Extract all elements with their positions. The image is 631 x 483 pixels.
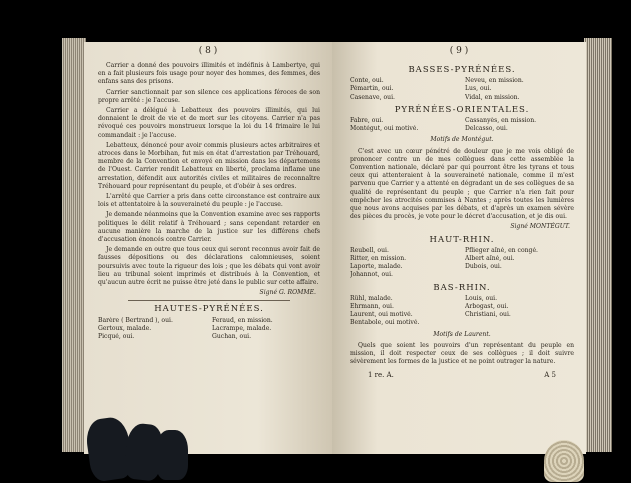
paragraph: Quels que soient les pouvoirs d'un représentant du peuple en mission, il doit respecter ceux de ses collègues ; il doit suivre sévèrement les formes de la justice et ne point outrager la nature.	[350, 341, 574, 366]
section-heading: BASSES-PYRÉNÉES.	[408, 65, 516, 75]
vote-entry: Gertoux, malade.	[98, 324, 152, 332]
vote-entry: Lacrampe, malade.	[212, 324, 272, 332]
vote-entry: Ehrmann, oui.	[350, 303, 394, 311]
page-footer	[350, 371, 574, 379]
vote-entry: Guchan, oui.	[212, 333, 252, 341]
vote-list	[350, 117, 574, 133]
left-page-number: ( 8 )	[198, 46, 218, 56]
right-page-edges	[584, 38, 612, 452]
vote-entry: Dubois, oui.	[465, 263, 502, 271]
textured-glove	[544, 440, 584, 482]
vote-entry: Cassanyès, en mission.	[465, 117, 537, 125]
motifs-heading: Motifs de Laurent.	[433, 330, 491, 338]
paragraph: Carrier sanctionnait par son silence ces applications féroces de son propre arrêté : je l'accuse.	[98, 88, 320, 104]
vote-entry: Albert aîné, oui.	[465, 255, 515, 263]
signature-mark: A 5	[544, 370, 556, 379]
vote-list	[350, 295, 574, 328]
vote-entry: Barère ( Bertrand ), oui.	[98, 316, 173, 324]
vote-entry: Picqué, oui.	[98, 333, 135, 341]
vote-entry: Feraud, en mission.	[212, 316, 273, 324]
section-heading: HAUTES-PYRÉNÉES.	[154, 304, 264, 315]
right-page-content	[350, 62, 574, 379]
paragraph: L'arrêté que Carrier a pris dans cette circonstance est contraire aux lois et attentatoire à la souveraineté du peuple : je l'accuse.	[98, 193, 320, 209]
vote-entry: Christiani, oui.	[465, 311, 511, 319]
vote-entry: Conte, oui.	[350, 77, 384, 85]
section-heading: HAUT-RHIN.	[429, 234, 495, 245]
vote-entry: Casenave, oui.	[350, 93, 395, 101]
vote-entry: Reubell, oui.	[350, 246, 389, 254]
vote-entry: Vidal, en mission.	[465, 93, 520, 101]
vote-entry: Johannot, oui.	[350, 271, 393, 279]
vote-entry: Bentabole, oui motivé.	[350, 319, 420, 327]
section-heading: BAS-RHIN.	[433, 282, 491, 293]
vote-entry: Montégut, oui motivé.	[350, 125, 419, 133]
paragraph: Carrier a délégué à Lebatteux des pouvoirs illimités, qui lui donnaient le droit de vie et de mort sur les citoyens. Carrier n'a pas révoqué ces pouvoirs monstrueux lorsque la loi du 14 frimaire le lui commandait : je l'accuse.	[98, 107, 320, 139]
vote-list	[350, 77, 574, 102]
right-page	[332, 42, 586, 454]
left-page-edges	[62, 38, 86, 452]
section-heading: PYRÉNÉES-ORIENTALES.	[394, 104, 530, 115]
paragraph: Je demande en outre que tous ceux qui seront reconnus avoir fait de fausses dépositions ou des déclarations calomnieuses, soient poursuivis avec toute la rigueur des lois ; que les débats qui vont avoir lieu au tribunal soient imprimés et distribués à la Convention, et qu'aucun autre écrit ne puisse être jeté dans le public sur cette affaire.	[98, 246, 320, 287]
vote-list	[98, 317, 320, 342]
signature-mark: 1 re. A.	[368, 370, 394, 379]
signature: Signé MONTÉGUT.	[510, 223, 570, 231]
divider	[128, 300, 290, 301]
left-page	[84, 42, 332, 454]
vote-entry: Louis, oui.	[465, 294, 498, 302]
signature: Signé G. ROMME.	[259, 289, 316, 297]
vote-entry	[465, 271, 574, 279]
right-page-number: ( 9 )	[449, 46, 469, 56]
vote-entry: Laporte, malade.	[350, 263, 403, 271]
paragraph: Carrier a donné des pouvoirs illimités et indéfinis à Lambertye, qui en a fait plusieurs fois usage pour noyer des hommes, des femmes, des enfans sans des prisons.	[98, 62, 320, 86]
vote-entry: Delcasso, oui.	[465, 125, 508, 133]
vote-entry: Ritter, en mission.	[350, 255, 407, 263]
vote-entry: Neveu, en mission.	[465, 77, 524, 85]
vote-entry: Laurent, oui motivé.	[350, 311, 413, 319]
vote-entry	[465, 319, 574, 327]
paragraph: C'est avec un cœur pénétré de douleur que je me vois obligé de prononcer contre un de mes collègues dans cette assemblée la Convention nationale, déclaré par qui pourront être les tyrans et tous ceux qui attenteraient à la souveraineté nationale, comme il m'est parvenu que Carrier y a attenté en dégradant un de ses collègues de sa qualité de représentant du peuple ; que Carrier n'a rien fait pour empêcher les atrocités commises à Nantes ; après toutes les lumières que nous avons acquises par les débats, et d'après un examen sévère des pièces du procès, je vote pour le décret d'accusation, et je dis oui.	[350, 147, 574, 221]
vote-entry: Arbogast, oui.	[465, 303, 509, 311]
vote-entry: Fabre, oui.	[350, 117, 384, 125]
vote-entry: Pémartin, oui.	[350, 85, 394, 93]
vote-entry: Lus, oui.	[465, 85, 492, 93]
paragraph: Lebatteux, dénoncé pour avoir commis plusieurs actes arbitraires et atroces dans le Morbihan, fut mis en état d'arrestation par Tréhouard, membre de la Convention et envoyé en mission dans les départemens de l'Ouest. Carrier rendit Lebatteux en liberté, proclama inflame une arrestation, défendit aux autorités civiles et militaires de reconnaître Tréhouard pour représentant du peuple, et d'obéir à ses ordres.	[98, 141, 320, 190]
vote-entry: Rühl, malade.	[350, 294, 393, 302]
paragraph: Je demande néanmoins que la Convention examine avec ses rapports politiques le délit relatif à Tréhouard ; sans cependant retarder en aucune manière la marche de la justice sur les différens chefs d'accusation énoncés contre Carrier.	[98, 211, 320, 244]
glove-finger	[156, 430, 188, 480]
motifs-heading: Motifs de Montégut.	[430, 136, 494, 144]
left-page-content	[98, 62, 320, 344]
vote-list	[350, 247, 574, 280]
vote-entry: Pflieger aîné, en congé.	[465, 246, 538, 254]
